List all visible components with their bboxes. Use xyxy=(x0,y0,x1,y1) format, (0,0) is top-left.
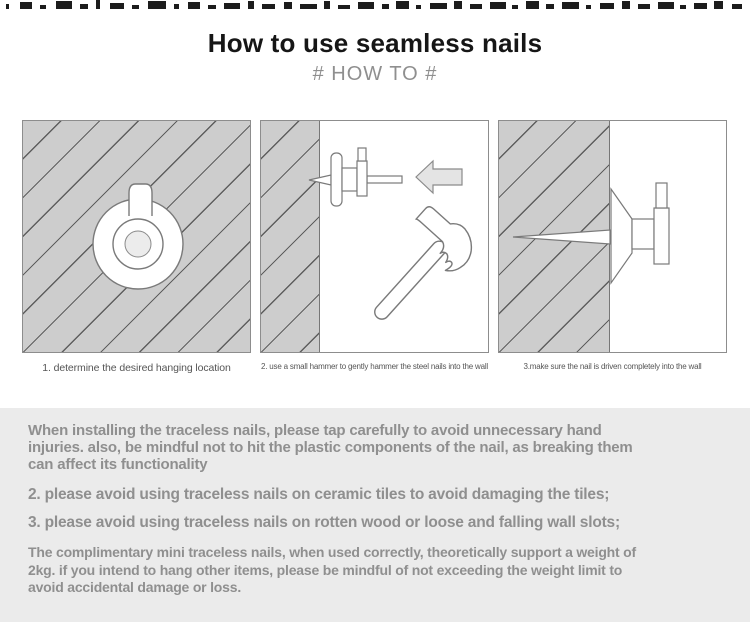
step2-caption: 2. use a small hammer to gently hammer the steel nails into the wall xyxy=(261,362,488,371)
warning-line: can affect its functionality xyxy=(28,456,208,473)
driven-nail-icon xyxy=(513,183,669,283)
warning-paragraph xyxy=(28,422,724,473)
weight-line: avoid accidental damage or loss. xyxy=(28,579,242,595)
step3-illustration-panel xyxy=(498,120,727,353)
left-arrow-icon xyxy=(416,161,462,193)
warning-line: When installing the traceless nails, please tap carefully to avoid unnecessary hand xyxy=(28,422,602,439)
weight-line: 2kg. if you intend to hang other items, please be mindful of not exceeding the weight limit to xyxy=(28,561,623,578)
step2-illustration-panel xyxy=(260,120,489,353)
weight-limit-paragraph xyxy=(28,544,724,597)
driven-nail-illustration xyxy=(499,121,728,354)
steel-nail-icon xyxy=(309,148,402,206)
page-subtitle: # HOW TO # xyxy=(312,63,438,85)
note-item-2: 2. please avoid using traceless nails on ceramic tiles to avoid damaging the tiles; xyxy=(28,486,610,503)
note-item-3: 3. please avoid using traceless nails on rotten wood or loose and falling wall slots; xyxy=(28,514,620,531)
hammer-icon xyxy=(350,200,483,337)
nail-arrow-hammer-illustration xyxy=(261,121,490,354)
usage-notes-panel xyxy=(0,408,750,622)
weight-line: The complimentary mini traceless nails, when used correctly, theoretically support a weight of xyxy=(28,544,637,560)
step1-caption: 1. determine the desired hanging location xyxy=(42,362,231,374)
cropped-text-strip xyxy=(0,0,750,9)
warning-line: injuries. also, be mindful not to hit the plastic components of the nail, as breaking them xyxy=(28,439,633,456)
step3-caption: 3.make sure the nail is driven completely into the wall xyxy=(523,362,702,371)
round-hook-icon xyxy=(23,121,252,354)
page-title: How to use seamless nails xyxy=(207,28,543,58)
step1-illustration-panel xyxy=(22,120,251,353)
